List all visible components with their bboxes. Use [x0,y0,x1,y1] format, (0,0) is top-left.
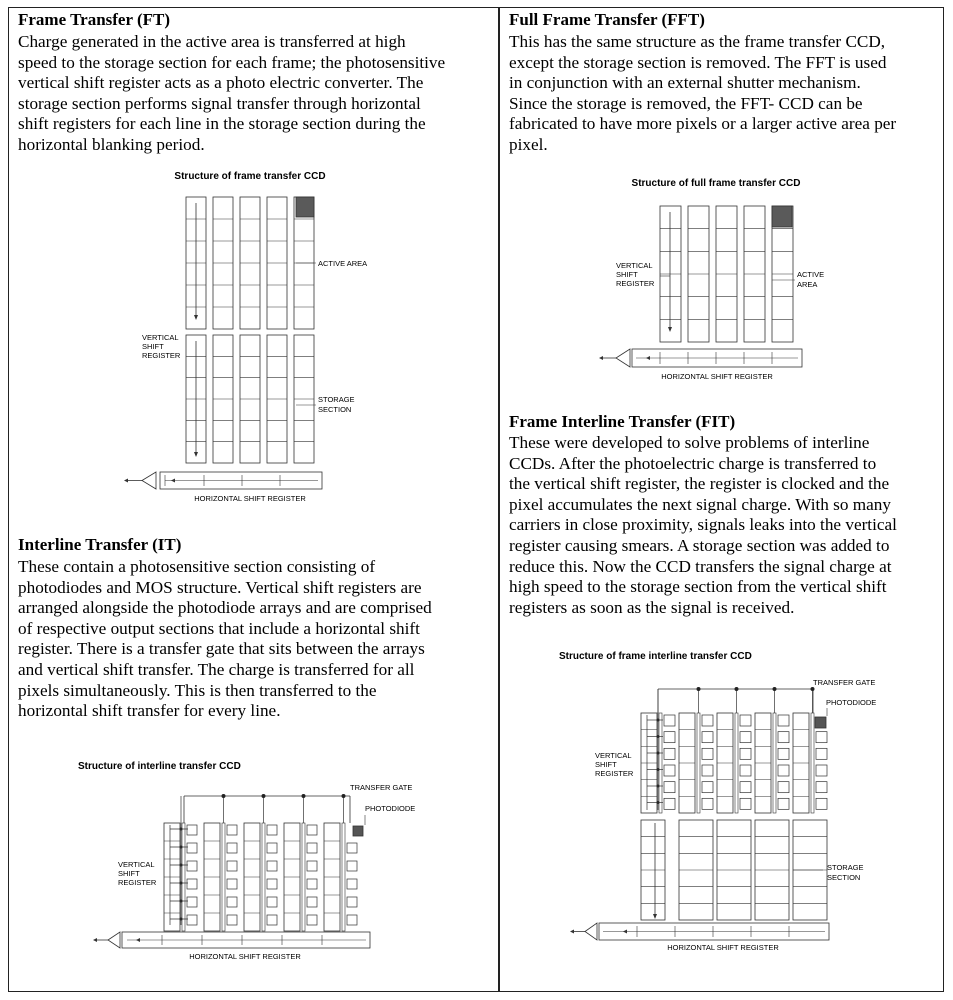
fft-vsr-label-1: VERTICAL [616,261,653,270]
it-description: These contain a photosensitive section consisting of photodiodes and MOS structure. Vertical shift registers are arranged alongside the photodiode arrays and are comprised of respective output sections that include a horizontal shift register. There is a transfer gate that sits between the arrays and vertical shift transfer. The charge is transferred for all pixels simultaneously. This is then transferred to the horizontal shift transfer for every line. [18,557,432,721]
ft-horizontal-shift-register [124,472,322,489]
fft-vsr-label-3: REGISTER [616,279,655,288]
it-photodiode [307,843,317,853]
fit-photodiode [702,715,713,726]
ft-vsr-label-1: VERTICAL [142,333,179,342]
ft-vsr-label-2: SHIFT [142,342,164,351]
it-photodiode [307,915,317,925]
it-photodiode [187,897,197,907]
it-photodiode [187,843,197,853]
it-gate-bar [262,823,265,931]
fit-photodiode [778,782,789,793]
fit-photodiode [702,732,713,743]
it-photodiode [347,897,357,907]
fit-gate-node [773,687,777,691]
fit-photodiode [740,765,751,776]
ft-diagram-title: Structure of frame transfer CCD [174,171,326,182]
ft-heading: Frame Transfer (FT) [18,10,171,29]
fit-gate-node [735,687,739,691]
fit-photodiode [816,732,827,743]
it-photodiode [227,843,237,853]
it-photodiode [347,879,357,889]
it-transfer-gate-label: TRANSFER GATE [350,783,413,792]
fit-gate-node [811,687,815,691]
fit-photodiode [740,798,751,809]
it-heading: Interline Transfer (IT) [18,535,182,554]
fit-photodiode [816,798,827,809]
it-photodiode [347,915,357,925]
fit-diagram-title: Structure of frame interline transfer CCD [559,651,752,662]
it-photodiode [307,825,317,835]
fit-transfer-gate-label: TRANSFER GATE [813,678,876,687]
fft-vsr-label-2: SHIFT [616,270,638,279]
it-photodiode [227,897,237,907]
fit-gate-bar [773,713,776,813]
fit-description: These were developed to solve problems of interline CCDs. After the photoelectric charge is transferred to the vertical shift register, the register is clocked and the pixel accumulates the next signal charge. With so many carriers in close proximity, signals leaks into the vertical register causing smears. A storage section was added to reduce this. Now the CCD transfers the signal charge at high speed to the storage section from the vertical shift registers as soon as the signal is received. [509,433,897,617]
fit-horizontal-shift-register [570,923,829,940]
it-photodiode [267,825,277,835]
fft-description: This has the same structure as the frame transfer CCD, except the storage section is removed. The FFT is used in conjunction with an external shutter mechanism. Since the storage is removed, the FFT- CCD can be fabricated to have more pixels or a larger active area per pixel. [509,32,897,154]
column-divider [498,7,500,992]
it-photodiode [307,879,317,889]
it-diagram-title: Structure of interline transfer CCD [78,761,241,772]
fit-photodiode [664,715,675,726]
fit-photodiode [740,732,751,743]
fit-photodiode [778,798,789,809]
fit-hsr-label: HORIZONTAL SHIFT REGISTER [667,943,779,952]
fit-photodiode [778,765,789,776]
fit-gate-node [697,687,701,691]
fit-photodiode [664,798,675,809]
fit-vsr-label-3: REGISTER [595,769,634,778]
it-gate-node [222,794,226,798]
it-gate-bar [222,823,225,931]
fit-photodiode [702,782,713,793]
fit-storage-label-1: STORAGE [827,863,864,872]
it-photodiode [347,861,357,871]
it-gate-bar [302,823,305,931]
fft-active-label-2: AREA [797,280,818,289]
fit-photodiode [702,798,713,809]
fit-photodiode [664,765,675,776]
ft-column-grid [186,197,314,463]
it-transfer-gates [222,794,346,823]
it-photodiode [187,861,197,871]
it-photodiode [267,843,277,853]
ft-hsr-label: HORIZONTAL SHIFT REGISTER [194,494,306,503]
fit-gate-bar [735,713,738,813]
fit-pixel-grid [641,689,827,813]
it-photodiode [267,879,277,889]
it-gate-bar [182,823,185,931]
fit-photodiode [816,782,827,793]
it-gate-bar [342,823,345,931]
it-photodiode [187,825,197,835]
it-photodiode [227,879,237,889]
fit-diagram [555,645,895,960]
it-photodiode [267,915,277,925]
it-photodiode [307,861,317,871]
it-horizontal-shift-register [93,932,370,948]
fit-photodiode [664,732,675,743]
fit-heading: Frame Interline Transfer (FIT) [509,412,736,431]
it-photodiode [187,879,197,889]
ft-dark-pixel [296,197,314,217]
fit-photodiode [778,732,789,743]
fit-photodiode-pixel [815,717,826,728]
fit-photodiode [664,748,675,759]
fit-vsr-label-2: SHIFT [595,760,617,769]
fit-transfer-gates [697,687,815,713]
fit-gate-bar [697,713,700,813]
it-photodiode-pixel [353,826,363,836]
it-pixel-grid [164,796,357,931]
fft-hsr-label: HORIZONTAL SHIFT REGISTER [661,372,773,381]
fit-photodiode [778,715,789,726]
fit-photodiode [740,782,751,793]
it-diagram [70,755,430,965]
it-gate-node [342,794,346,798]
it-photodiode [267,861,277,871]
ft-vsr-label-3: REGISTER [142,351,181,360]
fit-photodiode [740,715,751,726]
fit-gate-bar [811,713,814,813]
fit-photodiode [702,748,713,759]
fit-photodiode [778,748,789,759]
it-photodiode [347,843,357,853]
ft-active-area-label: ACTIVE AREA [318,259,368,268]
fit-photodiode [816,765,827,776]
it-gate-node [302,794,306,798]
it-photodiode [267,897,277,907]
it-photodiode [307,897,317,907]
fit-vsr-label-1: VERTICAL [595,751,632,760]
fit-photodiode [664,782,675,793]
it-photodiode [227,915,237,925]
fft-diagram-title: Structure of full frame transfer CCD [631,178,801,189]
fit-photodiode [702,765,713,776]
fit-gate-bar [659,713,662,813]
fit-photodiode [740,748,751,759]
fit-photodiode-label: PHOTODIODE [826,698,877,707]
it-vsr-label-3: REGISTER [118,878,157,887]
it-photodiode [227,861,237,871]
fit-storage-section [641,820,827,920]
it-gate-node [262,794,266,798]
it-photodiode [187,915,197,925]
fft-dark-pixel [772,206,792,227]
it-vsr-label-2: SHIFT [118,869,140,878]
ft-description: Charge generated in the active area is transferred at high speed to the storage section for each frame; the photosensitive vertical shift register acts as a photo electric converter. The storage section performs signal transfer through horizontal shift registers for each line in the storage section during the horizontal blanking period. [18,32,446,154]
fft-active-label-1: ACTIVE [797,270,825,279]
fft-heading: Full Frame Transfer (FFT) [509,10,705,29]
it-hsr-label: HORIZONTAL SHIFT REGISTER [189,952,301,961]
fit-storage-label-2: SECTION [827,873,861,882]
ft-storage-label-2: SECTION [318,405,352,414]
fft-diagram [590,172,850,387]
it-photodiode-label: PHOTODIODE [365,804,416,813]
ft-storage-label-1: STORAGE [318,395,355,404]
it-vsr-label-1: VERTICAL [118,860,155,869]
fit-photodiode [816,748,827,759]
fft-horizontal-shift-register [599,349,802,367]
ft-diagram [120,165,368,510]
it-photodiode [227,825,237,835]
